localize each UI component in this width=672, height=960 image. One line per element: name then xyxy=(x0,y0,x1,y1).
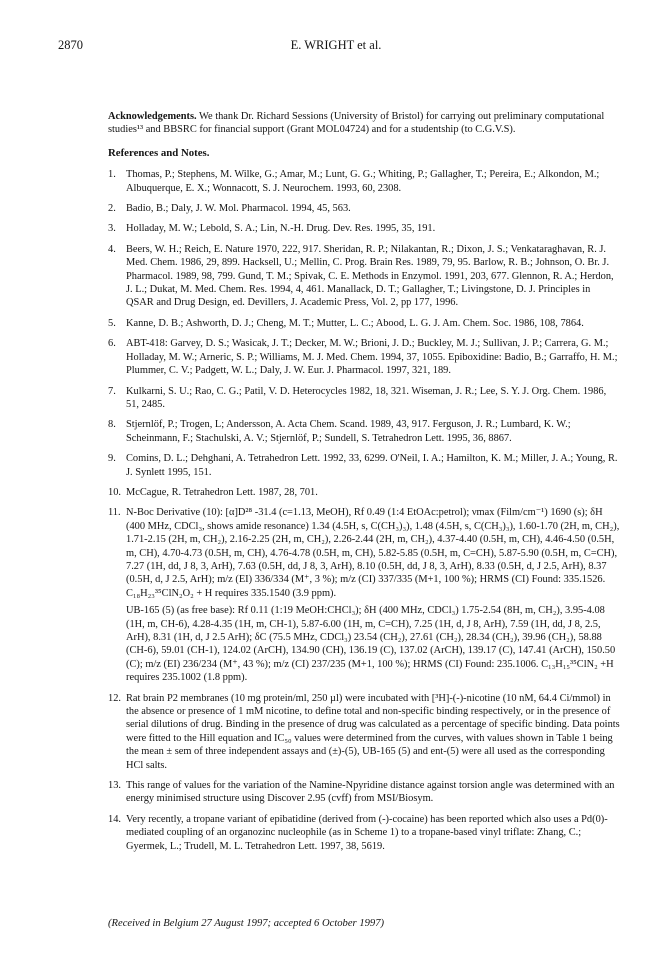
acknowledgements-text: We thank Dr. Richard Sessions (University of Bristol) for carrying out preliminary computational studies¹³ and BBSRC for financial support (Grant MOL04724) and for a studentship (to C.G.V.S). xyxy=(108,111,605,136)
reference-item xyxy=(108,418,620,445)
reference-text: Holladay, M. W.; Lebold, S. A.; Lin, N.-H. Drug. Dev. Res. 1995, 35, 191. xyxy=(126,223,436,235)
acknowledgements xyxy=(108,110,620,137)
reference-item xyxy=(108,779,620,806)
reference-text: Badio, B.; Daly, J. W. Mol. Pharmacol. 1994, 45, 563. xyxy=(126,203,351,215)
reference-number: 1. xyxy=(108,169,116,181)
reference-text: This range of values for the variation of the Namine-Npyridine distance against torsion angle was determined with an energy minimised structure using Discover 2.95 (cvff) from MSI/Biosym. xyxy=(126,780,615,805)
reference-number: 5. xyxy=(108,317,116,329)
received-note: (Received in Belgium 27 August 1997; accepted 6 October 1997) xyxy=(108,918,385,929)
reference-number: 2. xyxy=(108,203,116,215)
reference-text: Rat brain P2 membranes (10 mg protein/ml, 250 µl) were incubated with [³H]-(-)-nicotine (10 nM, 64.4 Ci/mmol) in the absence or presence of 1 mM nicotine, to define total and non-specific binding respectively, or in the presence of serial dilutions of drug. Binding in the presence of drug was calculated as a percentage of specific binding. Data points were fitted to the Hill equation and IC₅₀ values were determined from the curves, with values shown in Table 1 being the mean ± sem of three independent assays and (±)-(5), UB-165 (5) and ent-(5) were all used as the corresponding HCl salts. xyxy=(126,692,620,771)
reference-text: McCague, R. Tetrahedron Lett. 1987, 28, 701. xyxy=(126,486,318,498)
reference-text: Comins, D. L.; Dehghani, A. Tetrahedron Lett. 1992, 33, 6299. O'Neil, I. A.; Hamilton, K. M.; Miller, J. A.; Young, R. J. Synlett 1995, 151. xyxy=(126,453,618,478)
reference-number: 13. xyxy=(108,780,121,792)
reference-number: 4. xyxy=(108,243,116,255)
reference-item xyxy=(108,452,620,479)
reference-item xyxy=(108,813,620,853)
reference-item xyxy=(108,506,620,684)
reference-item xyxy=(108,486,620,499)
reference-number: 3. xyxy=(108,223,116,235)
reference-text: N-Boc Derivative (10): [α]D²⁸ -31.4 (c=1.13, MeOH), Rf 0.49 (1:4 EtOAc:petrol); νmax (Film/cm⁻¹) 1690 (s); δH (400 MHz, CDCl₃, shows amide resonance) 1.34 (4.5H, s, C(CH₃)₃), 1.48 (4.5H, s, C(CH₃)₃), 1.60-1.70 (2H, m, CH₂), 1.71-2.15 (2H, m, CH₂), 2.16-2.25 (2H, m, CH₂), 2.26-2.44 (2H, m, CH₂), 4.37-4.40 (0.5H, m, CH), 4.46-4.50 (0.5H, m, CH), 4.70-4.73 (0.5H, m, CH), 4.76-4.78 (0.5H, m, CH), 5.82-5.85 (0.5H, m, C=CH), 5.87-5.90 (0.5H, m, C=CH), 7.27 (1H, dd, J 8, 3, ArH), 7.63 (0.5H, dd, J 8, 3, ArH), 8.10 (0.5H, dd, J 8, 3, ArH), 8.33 (0.5H, d, J 2.5, ArH), 8.37 (0.5H, d, J 2.5, ArH); m/z (EI) 336/334 (M⁺, 3 %); m/z (CI) 337/335 (M+1, 100 %); HRMS (CI) Found: 335.1526. C₁₈H₂₃³⁵ClN₂O₂ + H requires 335.1540 (3.9 ppm). xyxy=(126,507,620,599)
reference-number: 7. xyxy=(108,385,116,397)
page-header xyxy=(58,38,614,58)
reference-item xyxy=(108,317,620,330)
reference-item xyxy=(108,202,620,215)
acknowledgements-label: Acknowledgements. xyxy=(108,111,197,122)
reference-number: 10. xyxy=(108,486,121,498)
reference-number: 8. xyxy=(108,419,116,431)
reference-number: 6. xyxy=(108,338,116,350)
reference-number: 11. xyxy=(108,507,121,519)
reference-text: Kanne, D. B.; Ashworth, D. J.; Cheng, M. T.; Mutter, L. C.; Abood, L. G. J. Am. Chem. Soc. 1986, 108, 7864. xyxy=(126,317,584,329)
article-body xyxy=(108,110,620,860)
reference-item xyxy=(108,692,620,772)
reference-text: Kulkarni, S. U.; Rao, C. G.; Patil, V. D. Heterocycles 1982, 18, 321. Wiseman, J. R.; Lee, S. Y. J. Org. Chem. 1986, 51, 2485. xyxy=(126,385,607,410)
references-title: References and Notes. xyxy=(108,146,210,159)
reference-item xyxy=(108,168,620,195)
reference-number: 9. xyxy=(108,453,116,465)
reference-number: 14. xyxy=(108,813,121,825)
reference-text: Very recently, a tropane variant of epibatidine (derived from (-)-cocaine) has been reported which also uses a Pd(0)-mediated coupling of an organozinc nucleophile (as in Scheme 1) to a tropane-based vinyl triflate: Zhang, C.; Gyermek, L.; Trudell, M. L. Tetrahedron Lett. 1997, 38, 5619. xyxy=(126,813,608,852)
page-number: 2870 xyxy=(58,38,83,52)
reference-item xyxy=(108,337,620,377)
reference-text: Thomas, P.; Stephens, M. Wilke, G.; Amar, M.; Lunt, G. G.; Whiting, P.; Gallagher, T.; Pereira, E.; Alkondon, M.; Albuquerque, E. X.; Wonnacott, S. J. Neurochem. 1993, 60, 2308. xyxy=(126,169,600,194)
reference-text-continued: UB-165 (5) (as free base): Rf 0.11 (1:19 MeOH:CHCl₃); δH (400 MHz, CDCl₃) 1.75-2.54 (8H, m, CH₂), 3.95-4.08 (1H, m, CH-6), 4.28-4.35 (1H, m, CH-1), 5.87-6.00 (1H, m, C=CH), 7.25 (1H, d, J 8, ArH), 7.59 (1H, dd, J 8, 2.5, ArH), 8.31 (1H, d, J 2.5 ArH); δC (75.5 MHz, CDCl₃) 23.54 (CH₂), 27.61 (CH₂), 28.34 (CH₂), 39.96 (CH₂), 58.88 (CH-6), 59.01 (CH-1), 124.02 (ArCH), 134.90 (CH), 136.19 (C), 137.02 (ArCH), 139.17 (C), 147.41 (ArCH), 150.50 (C); m/z (EI) 236/234 (M⁺, 43 %); m/z (CI) 237/235 (M+1, 100 %); HRMS (CI) Found: 235.1006. C₁₃H₁₅³⁵ClN₂ +H requires 235.1002 (1.8 ppm). xyxy=(126,605,616,684)
reference-item xyxy=(108,385,620,412)
reference-item xyxy=(108,222,620,235)
reference-text: Beers, W. H.; Reich, E. Nature 1970, 222, 917. Sheridan, R. P.; Nilakantan, R.; Dixon, J. S.; Venkataraghavan, R. J. Med. Chem. 1986, 29, 899. Hacksell, U.; Mellin, C. Prog. Brain Res. 1989, 79, 95. Barlow, R. B.; Johnson, O. Br. J. Pharmacol. 1989, 98, 799. Gund, T. M.; Spivak, C. E. Methods in Enzymol. 1991, 203, 677. Glennon, R. A.; Herdon, J. L.; Dukat, M. Med. Chem. Res. 1994, 4, 461. Manallack, D. T.; Gallagher, T.; Livingstone, D. J. Principles in QSAR and Drug Design, ed. Devillers, J. Academic Press, Vol. 2, pp 177, 1996. xyxy=(126,243,614,309)
reference-text: Stjernlöf, P.; Trogen, L; Andersson, A. Acta Chem. Scand. 1989, 43, 917. Ferguson, J. R.; Lumbard, K. W.; Scheinmann, F.; Stachulski, A. V.; Stjernlöf, P.; Sundell, S. Tetrahedron Lett. 1995, 36, 8867. xyxy=(126,419,571,444)
references-list xyxy=(108,168,620,853)
reference-text: ABT-418: Garvey, D. S.; Wasicak, J. T.; Decker, M. W.; Brioni, J. D.; Buckley, M. J.; Sullivan, J. P.; Carrera, G. M.; Holladay, M. W.; Arneric, S. P.; Williams, M. J. Med. Chem. 1994, 37, 1055. Epiboxidine: Badio, B.; Garraffo, H. M.; Plummer, C. V.; Padgett, W. L.; Daly, J. W. Eur. J. Pharmacol. 1997, 321, 189. xyxy=(126,338,618,377)
reference-item xyxy=(108,243,620,310)
reference-number: 12. xyxy=(108,692,121,704)
running-title: E. WRIGHT et al. xyxy=(290,38,382,52)
